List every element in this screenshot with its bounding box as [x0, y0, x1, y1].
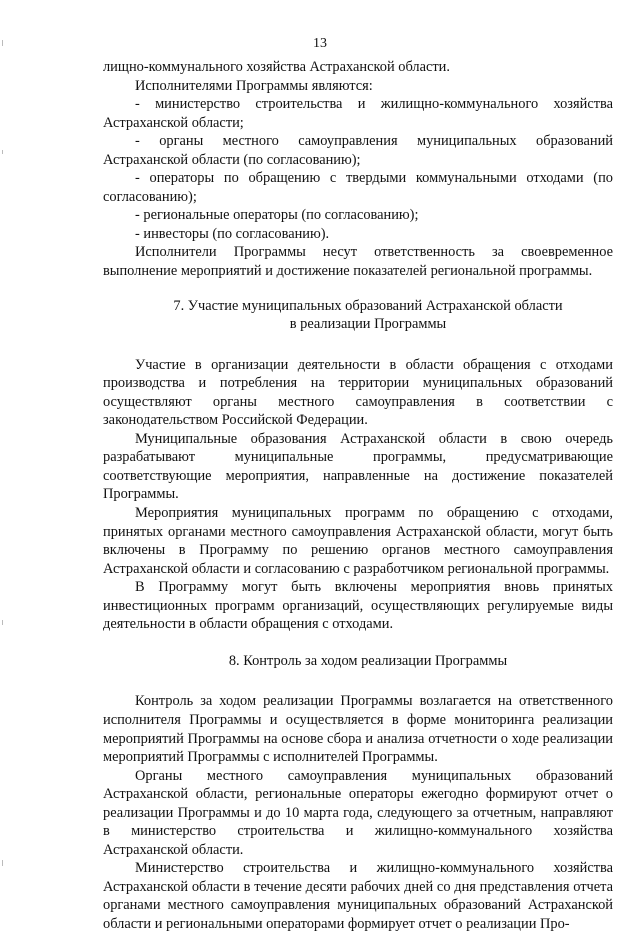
executors-heading: Исполнителями Программы являются: [135, 77, 373, 94]
section-7-paragraph: Мероприятия муниципальных программ по обращению с отходами, принятых органами местного самоуправления Астраханской области, могут быть включены в Программу по решению органов местного самоуправления Астраханской области и согласованию с разработчиком региональной программы. [103, 505, 613, 577]
section-7-heading [103, 297, 613, 334]
scan-edge-mark [2, 150, 3, 154]
section-8-heading: 8. Контроль за ходом реализации Программы [228, 652, 508, 669]
section-8-paragraph: Министерство строительства и жилищно-коммунального хозяйства Астраханской области в течение десяти рабочих дней со дня представления отчета органами местного самоуправления муниципальных образований Астраханской области и региональными операторами формирует отчет о реализации Про- [103, 860, 613, 932]
executor-item: - операторы по обращению с твердыми коммунальными отходами (по согласованию); [103, 170, 613, 205]
executor-item: - министерство строительства и жилищно-коммунального хозяйства Астраханской области; [103, 96, 613, 131]
executor-item: - инвесторы (по согласованию). [135, 225, 330, 242]
executor-item: - региональные операторы (по согласованию); [135, 207, 419, 224]
responsibility-paragraph: Исполнители Программы несут ответственность за своевременное выполнение мероприятий и достижение показателей региональной программы. [103, 244, 613, 280]
section-7-paragraph: В Программу могут быть включены мероприятия вновь принятых инвестиционных программ организаций, осуществляющих регулируемые виды деятельности в области обращения с отходами. [103, 579, 613, 633]
scan-edge-mark [2, 860, 3, 866]
document-body [103, 58, 613, 934]
section-7-title-line1: 7. Участие муниципальных образований Астраханской области [173, 297, 563, 314]
section-8-paragraph: Контроль за ходом реализации Программы возлагается на ответственного исполнителя Программы и осуществляется в форме мониторинга реализации мероприятий Программы на основе сбора и анализа отчетности о ходе реализации мероприятий Программы с исполнителей Программы. [103, 693, 613, 766]
section-8-paragraph: Органы местного самоуправления муниципальных образований Астраханской области, региональные операторы ежегодно формируют отчет о реализации Программы и до 10 марта года, следующего за отчетным, направляют в министерство строительства и жилищно-коммунального хозяйства Астраханской области. [103, 767, 613, 858]
executor-item: - органы местного самоуправления муниципальных образований Астраханской области (по согласованию); [103, 133, 613, 168]
section-7-paragraph: Муниципальные образования Астраханской области в свою очередь разрабатывают муниципальные программы, предусматривающие соответствующие мероприятия, направленные на достижение показателей Программы. [103, 430, 613, 503]
scan-edge-mark [2, 620, 3, 625]
section-7-paragraph: Участие в организации деятельности в области обращения с отходами производства и потребления на территории муниципальных образований осуществляют органы местного самоуправления в соответствии с законодательством Российской Федерации. [103, 356, 613, 429]
section-7-title-line2: в реализации Программы [289, 316, 447, 333]
page-number: 13 [313, 36, 327, 51]
continued-line: лищно-коммунального хозяйства Астраханской области. [103, 59, 450, 75]
